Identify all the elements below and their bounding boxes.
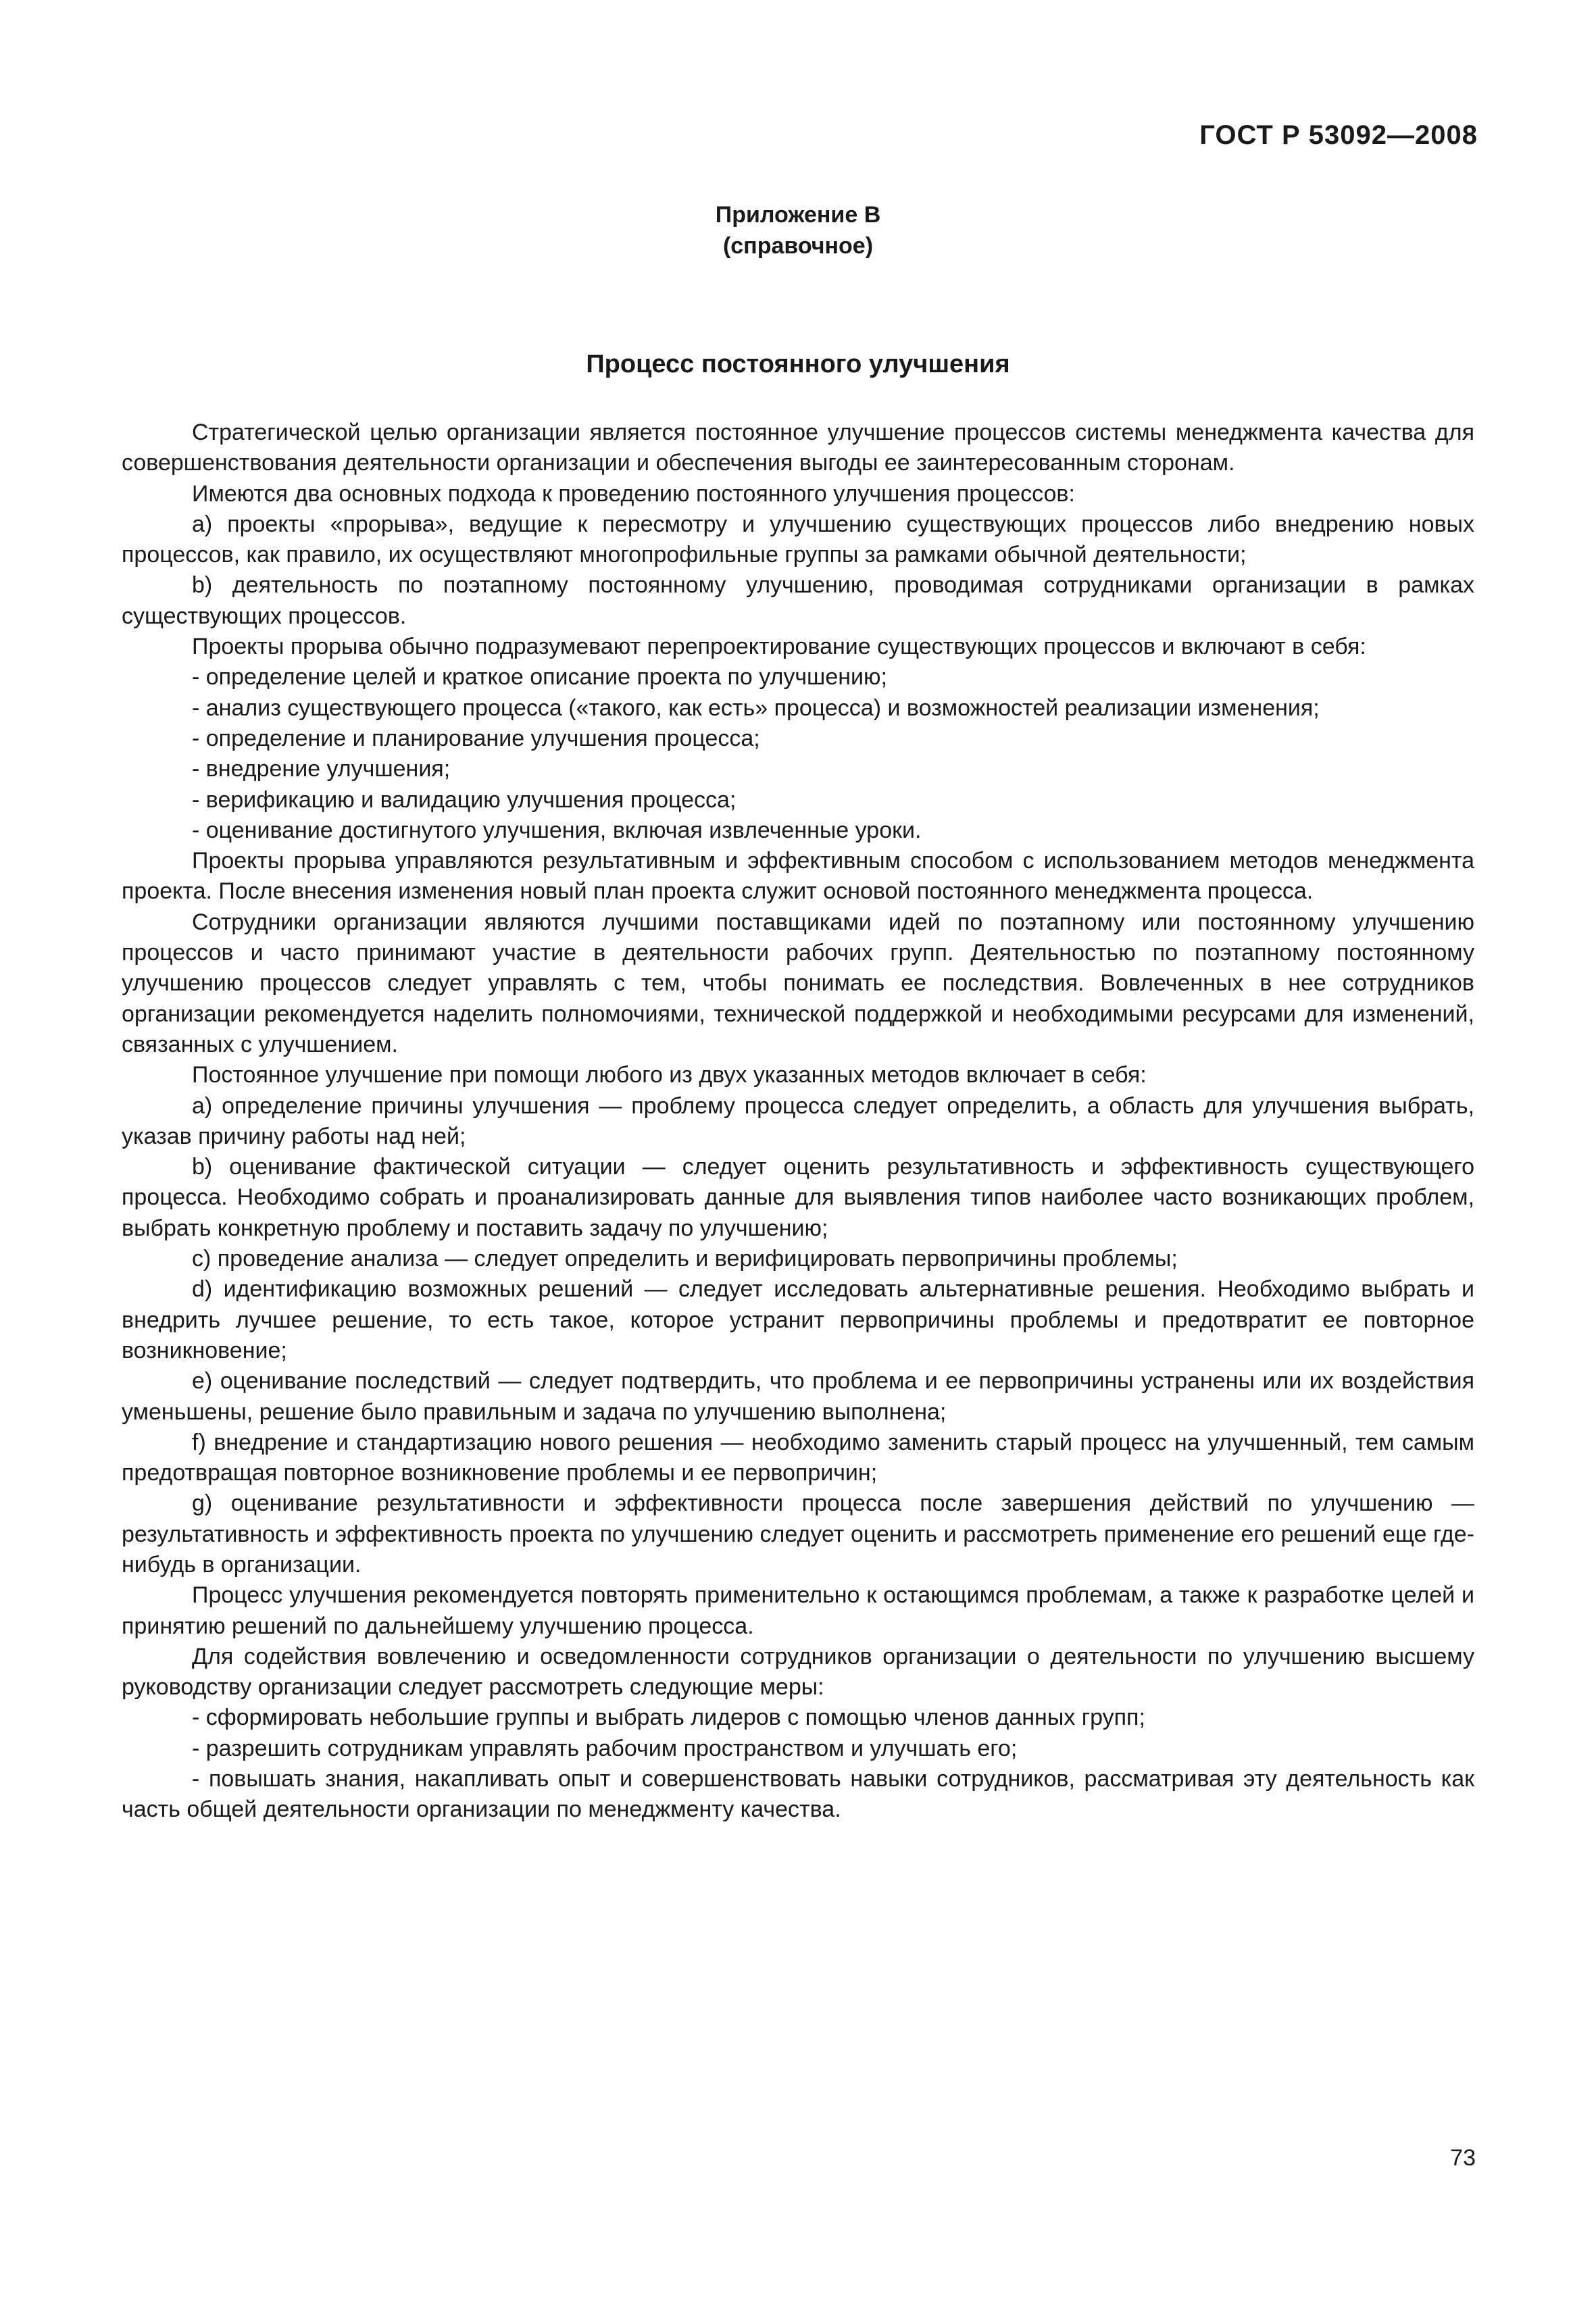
list-item: b) оценивание фактической ситуации — следует оценить результативность и эффективность существующего процесса. Необходимо собрать и проанализировать данные для выявления типов наиболее часто возникающих проблем, выбрать конкретную проблему и поставить задачу по улучшению;	[122, 1154, 1474, 1241]
paragraph: Проекты прорыва обычно подразумевают перепроектирование существующих процессов и включают в себя:	[192, 634, 1366, 660]
list-item: b) деятельность по поэтапному постоянному улучшению, проводимая сотрудниками организации в рамках существующих процессов.	[122, 572, 1474, 629]
list-item: - сформировать небольшие группы и выбрать лидеров с помощью членов данных групп;	[192, 1705, 1145, 1731]
paragraph: Сотрудники организации являются лучшими поставщиками идей по поэтапному или постоянному улучшению процессов и часто принимают участие в деятельности рабочих групп. Деятельностью по поэтапному постоянному улучшению процессов следует управлять с тем, чтобы понимать ее последствия. Вовлеченных в нее сотрудников организации рекомендуется наделить полномочиями, технической поддержкой и необходимыми ресурсами для изменений, связанных с улучшением.	[122, 909, 1474, 1057]
document-code: ГОСТ Р 53092—2008	[1199, 120, 1478, 150]
paragraph: Процесс улучшения рекомендуется повторять применительно к остающимся проблемам, а также к разработке целей и принятию решений по дальнейшему улучшению процесса.	[122, 1582, 1474, 1639]
list-item: a) проекты «прорыва», ведущие к пересмотру и улучшению существующих процессов либо внедрению новых процессов, как правило, их осуществляют многопрофильные группы за рамками обычной деятельности;	[122, 511, 1474, 568]
list-item: d) идентификацию возможных решений — следует исследовать альтернативные решения. Необходимо выбрать и внедрить лучшее решение, то есть такое, которое устранит первопричины проблемы и предотвратит ее повторное возникновение;	[122, 1276, 1474, 1363]
list-item: g) оценивание результативности и эффективности процесса после завершения действий по улучшению — результативность и эффективность проекта по улучшению следует оценить и рассмотреть применение его решений еще где-нибудь в организации.	[122, 1490, 1474, 1578]
page-number: 73	[1450, 2145, 1476, 2171]
paragraph: Проекты прорыва управляются результативным и эффективным способом с использованием методов менеджмента проекта. После внесения изменения новый план проекта служит основой постоянного менеджмента процесса.	[122, 848, 1474, 905]
list-item: - оценивание достигнутого улучшения, включая извлеченные уроки.	[192, 817, 922, 843]
body-text	[122, 418, 1474, 1826]
paragraph: Для содействия вовлечению и осведомленности сотрудников организации о деятельности по улучшению высшему руководству организации следует рассмотреть следующие меры:	[122, 1643, 1474, 1701]
paragraph: Имеются два основных подхода к проведению постоянного улучшения процессов:	[192, 480, 1075, 507]
paragraph: Постоянное улучшение при помощи любого из двух указанных методов включает в себя:	[192, 1062, 1147, 1088]
list-item: - разрешить сотрудникам управлять рабочим пространством и улучшать его;	[192, 1735, 1018, 1761]
list-item: - верификацию и валидацию улучшения процесса;	[192, 786, 737, 813]
list-item: e) оценивание последствий — следует подтвердить, что проблема и ее первопричины устранены или их воздействия уменьшены, решение было правильным и задача по улучшению выполнена;	[122, 1368, 1474, 1425]
annex-title: Приложение В	[715, 202, 881, 228]
list-item: a) определение причины улучшения — проблему процесса следует определить, а область для улучшения выбрать, указав причину работы над ней;	[122, 1092, 1474, 1149]
list-item: - анализ существующего процесса («такого, как есть» процесса) и возможностей реализации изменения;	[192, 695, 1320, 721]
list-item: - определение и планирование улучшения процесса;	[192, 725, 760, 751]
annex-type: (справочное)	[722, 233, 874, 259]
paragraph: Стратегической целью организации является постоянное улучшение процессов системы менеджмента качества для совершенствования деятельности организации и обеспечения выгоды ее заинтересованным сторонам.	[122, 420, 1474, 476]
section-title: Процесс постоянного улучшения	[586, 350, 1010, 378]
list-item: - определение целей и краткое описание проекта по улучшению;	[192, 664, 887, 690]
annex-heading	[0, 199, 1596, 261]
list-item: f) внедрение и стандартизацию нового решения — необходимо заменить старый процесс на улучшенный, тем самым предотвращая повторное возникновение проблемы и ее первопричин;	[122, 1429, 1474, 1486]
list-item: - внедрение улучшения;	[192, 756, 451, 782]
list-item: - повышать знания, накапливать опыт и совершенствовать навыки сотрудников, рассматривая эту деятельность как часть общей деятельности организации по менеджменту качества.	[122, 1766, 1474, 1823]
list-item: c) проведение анализа — следует определить и верифицировать первопричины проблемы;	[192, 1246, 1178, 1272]
